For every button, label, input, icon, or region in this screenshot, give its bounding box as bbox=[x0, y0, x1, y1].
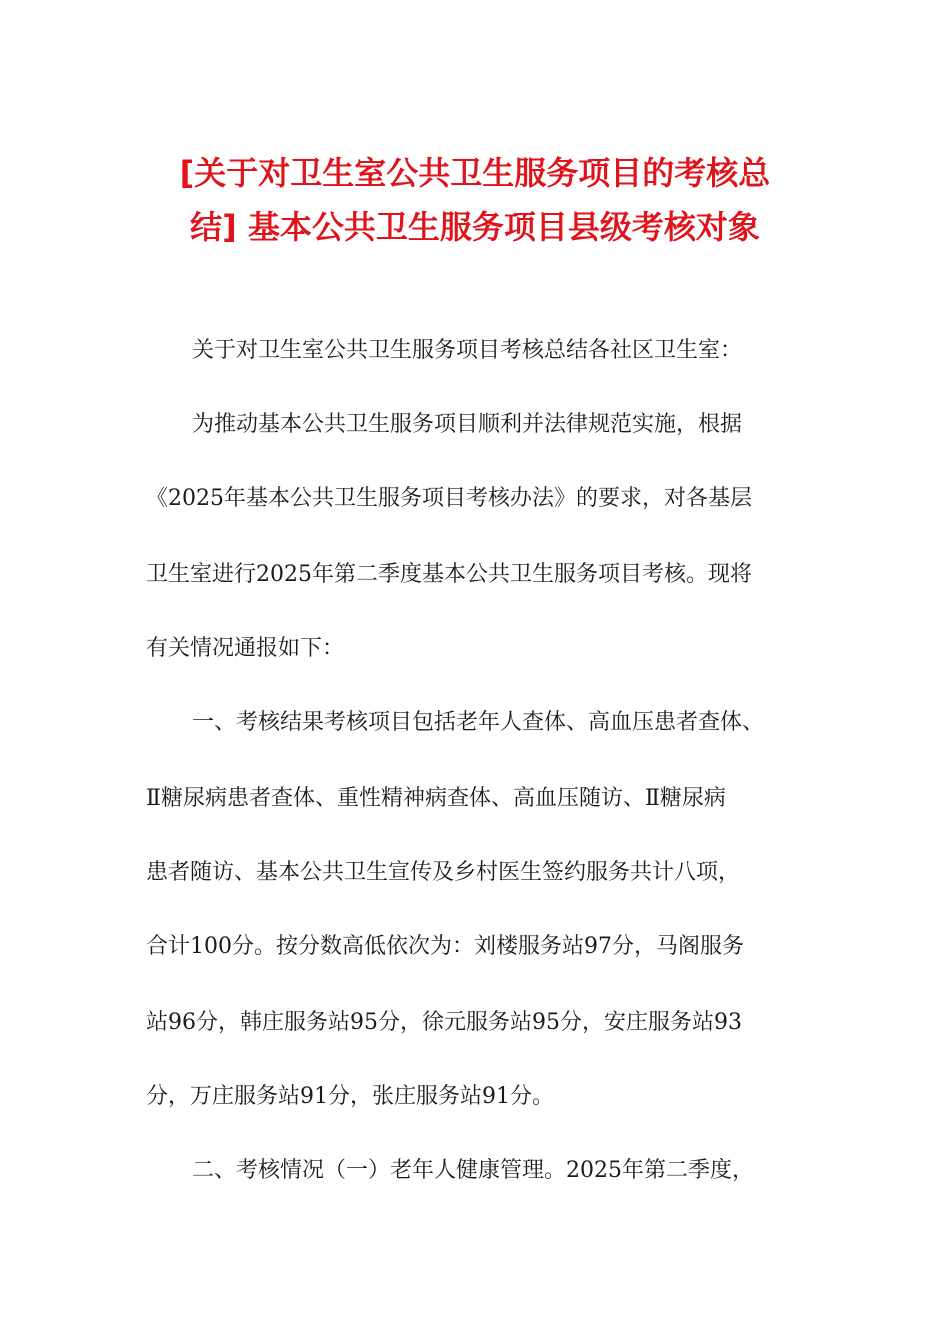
paragraph-line: 二、考核情况（一）老年人健康管理。2025年第二季度， bbox=[192, 1158, 754, 1183]
paragraph-line: 患者随访、基本公共卫生宣传及乡村医生签约服务共计八项， bbox=[146, 860, 741, 885]
paragraph-line: 一、考核结果考核项目包括老年人查体、高血压患者查体、 bbox=[192, 710, 765, 735]
paragraph-line: 有关情况通报如下： bbox=[146, 636, 345, 661]
title-line-2: 结] 基本公共卫生服务项目县级考核对象 bbox=[190, 208, 760, 246]
paragraph-line: 合计100分。按分数高低依次为：刘楼服务站97分，马阁服务 bbox=[146, 934, 744, 959]
paragraph-line: 为推动基本公共卫生服务项目顺利并法律规范实施，根据 bbox=[192, 412, 743, 437]
paragraph-line: 卫生室进行2025年第二季度基本公共卫生服务项目考核。现将 bbox=[146, 562, 752, 587]
paragraph-line: 站96分，韩庄服务站95分，徐元服务站95分，安庄服务站93 bbox=[146, 1010, 742, 1035]
salutation: 关于对卫生室公共卫生服务项目考核总结各社区卫生室： bbox=[192, 338, 743, 363]
paragraph-line: 分，万庄服务站91分，张庄服务站91分。 bbox=[146, 1084, 554, 1109]
document-title bbox=[140, 146, 810, 254]
paragraph-line: 《2025年基本公共卫生服务项目考核办法》的要求，对各基层 bbox=[146, 486, 752, 511]
paragraph-line: Ⅱ糖尿病患者查体、重性精神病查体、高血压随访、Ⅱ糖尿病 bbox=[146, 786, 726, 811]
title-line-1: [关于对卫生室公共卫生服务项目的考核总 bbox=[179, 154, 771, 192]
